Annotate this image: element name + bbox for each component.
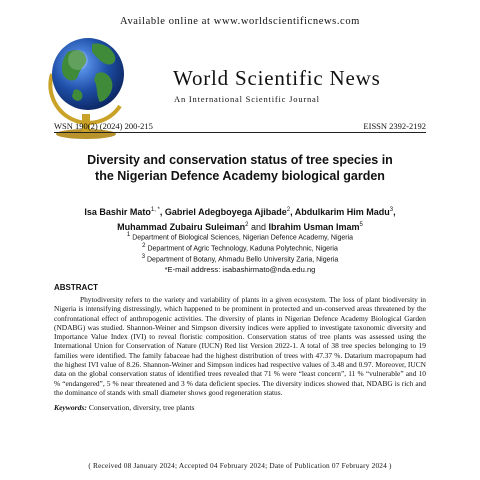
article-title-line2: the Nigerian Defence Academy biological garden <box>95 169 385 183</box>
header-divider <box>54 132 426 133</box>
affiliation <box>40 243 440 252</box>
issue-info: WSN 190(2) (2024) 200-215 <box>54 121 153 131</box>
author-sup: 1, * <box>150 207 160 213</box>
author-sep: , <box>393 207 396 217</box>
keywords-text: Conservation, diversity, tree plants <box>88 403 195 412</box>
author-sup: 2 <box>286 207 291 213</box>
affiliation-text: Department of Botany, Ahmadu Bello University Zaria, Nigeria <box>147 256 339 264</box>
abstract-heading: ABSTRACT <box>54 283 98 292</box>
author-name: Abdulkarim Him Madu <box>294 207 390 217</box>
abstract-body: Phytodiversity refers to the variety and variability of plants in a given ecosystem. The loss of plant biodiversity in Nigeria is intensifying distressingly, which happened to be prominent in protected and un-conserved areas threatened by the confrontational effect of anthropogenic activities. The diversity of plants in Nigerian Defence Academy Biological Garden (NDABG) was studied. Shannon-Weiner and Simpson diversity indices were applied to investigate taxonomic diversity and Importance Value Index (IVI) to reveal floristic composition. Conservation status of tree plants was assessed using the International Union for Conservation of Nature (IUCN) Red list Version 2022-1. A total of 38 tree species belonging to 19 families were identified. The family fabaceae had the highest distribution of trees with 47.37 %. Datarium macropapum had the highest IVI value of 8.26. Shannon-Weiner and Simpson indices had respective values of 3.48 and 0.97. Moreover, IUCN data on the global conservation status of identified trees revealed that 71 % were “least concern”, 11 % “vulnerable” and 10 % “endangered”, 5 % near threatened and 3 % data deficient species. The diversity indices showed that, NDABG is rich and the dominance of stands with small diameter shows good regeneration status. <box>54 295 426 397</box>
author-name: Isa Bashir Mato <box>84 207 151 217</box>
author-sep: and <box>248 221 269 232</box>
author-name: Ibrahim Usman Imam <box>268 221 360 232</box>
keywords-label: Keywords: <box>54 403 87 412</box>
affiliation-sup: 1 <box>126 232 131 238</box>
journal-title: World Scientific News <box>173 66 381 90</box>
affiliation <box>40 254 440 263</box>
publication-dates: ( Received 08 January 2024; Accepted 04 February 2024; Date of Publication 07 February 2024 ) <box>88 461 392 470</box>
affiliation <box>40 232 440 241</box>
author-list <box>40 204 440 233</box>
affiliation-sup: 2 <box>142 243 146 249</box>
author-sup: 3 <box>389 207 394 213</box>
author-sup: 5 <box>359 221 363 228</box>
author-sep: , <box>159 207 165 217</box>
email-address[interactable]: *E-mail address: isabashirmato@nda.edu.ng <box>164 265 316 274</box>
affiliation-sup: 3 <box>141 254 146 260</box>
journal-subtitle: An International Scientific Journal <box>174 94 320 104</box>
article-title <box>40 152 440 184</box>
affiliation-text: Department of Biological Sciences, Nigerian Defence Academy, Nigeria <box>132 234 354 242</box>
author-sep: , <box>290 207 295 217</box>
affiliation-text: Department of Agric Technology, Kaduna Polytechnic, Nigeria <box>147 245 338 253</box>
author-name: Muhammad Zubairu Suleiman <box>117 221 246 232</box>
eissn-info: EISSN 2392-2192 <box>363 121 426 131</box>
article-title-line1: Diversity and conservation status of tree species in <box>87 153 393 167</box>
author-sup: 2 <box>245 221 249 228</box>
availability-line: Available online at www.worldscientificnews.com <box>120 16 360 27</box>
author-name: Gabriel Adegboyega Ajibade <box>164 207 287 217</box>
keywords-line <box>54 403 194 412</box>
